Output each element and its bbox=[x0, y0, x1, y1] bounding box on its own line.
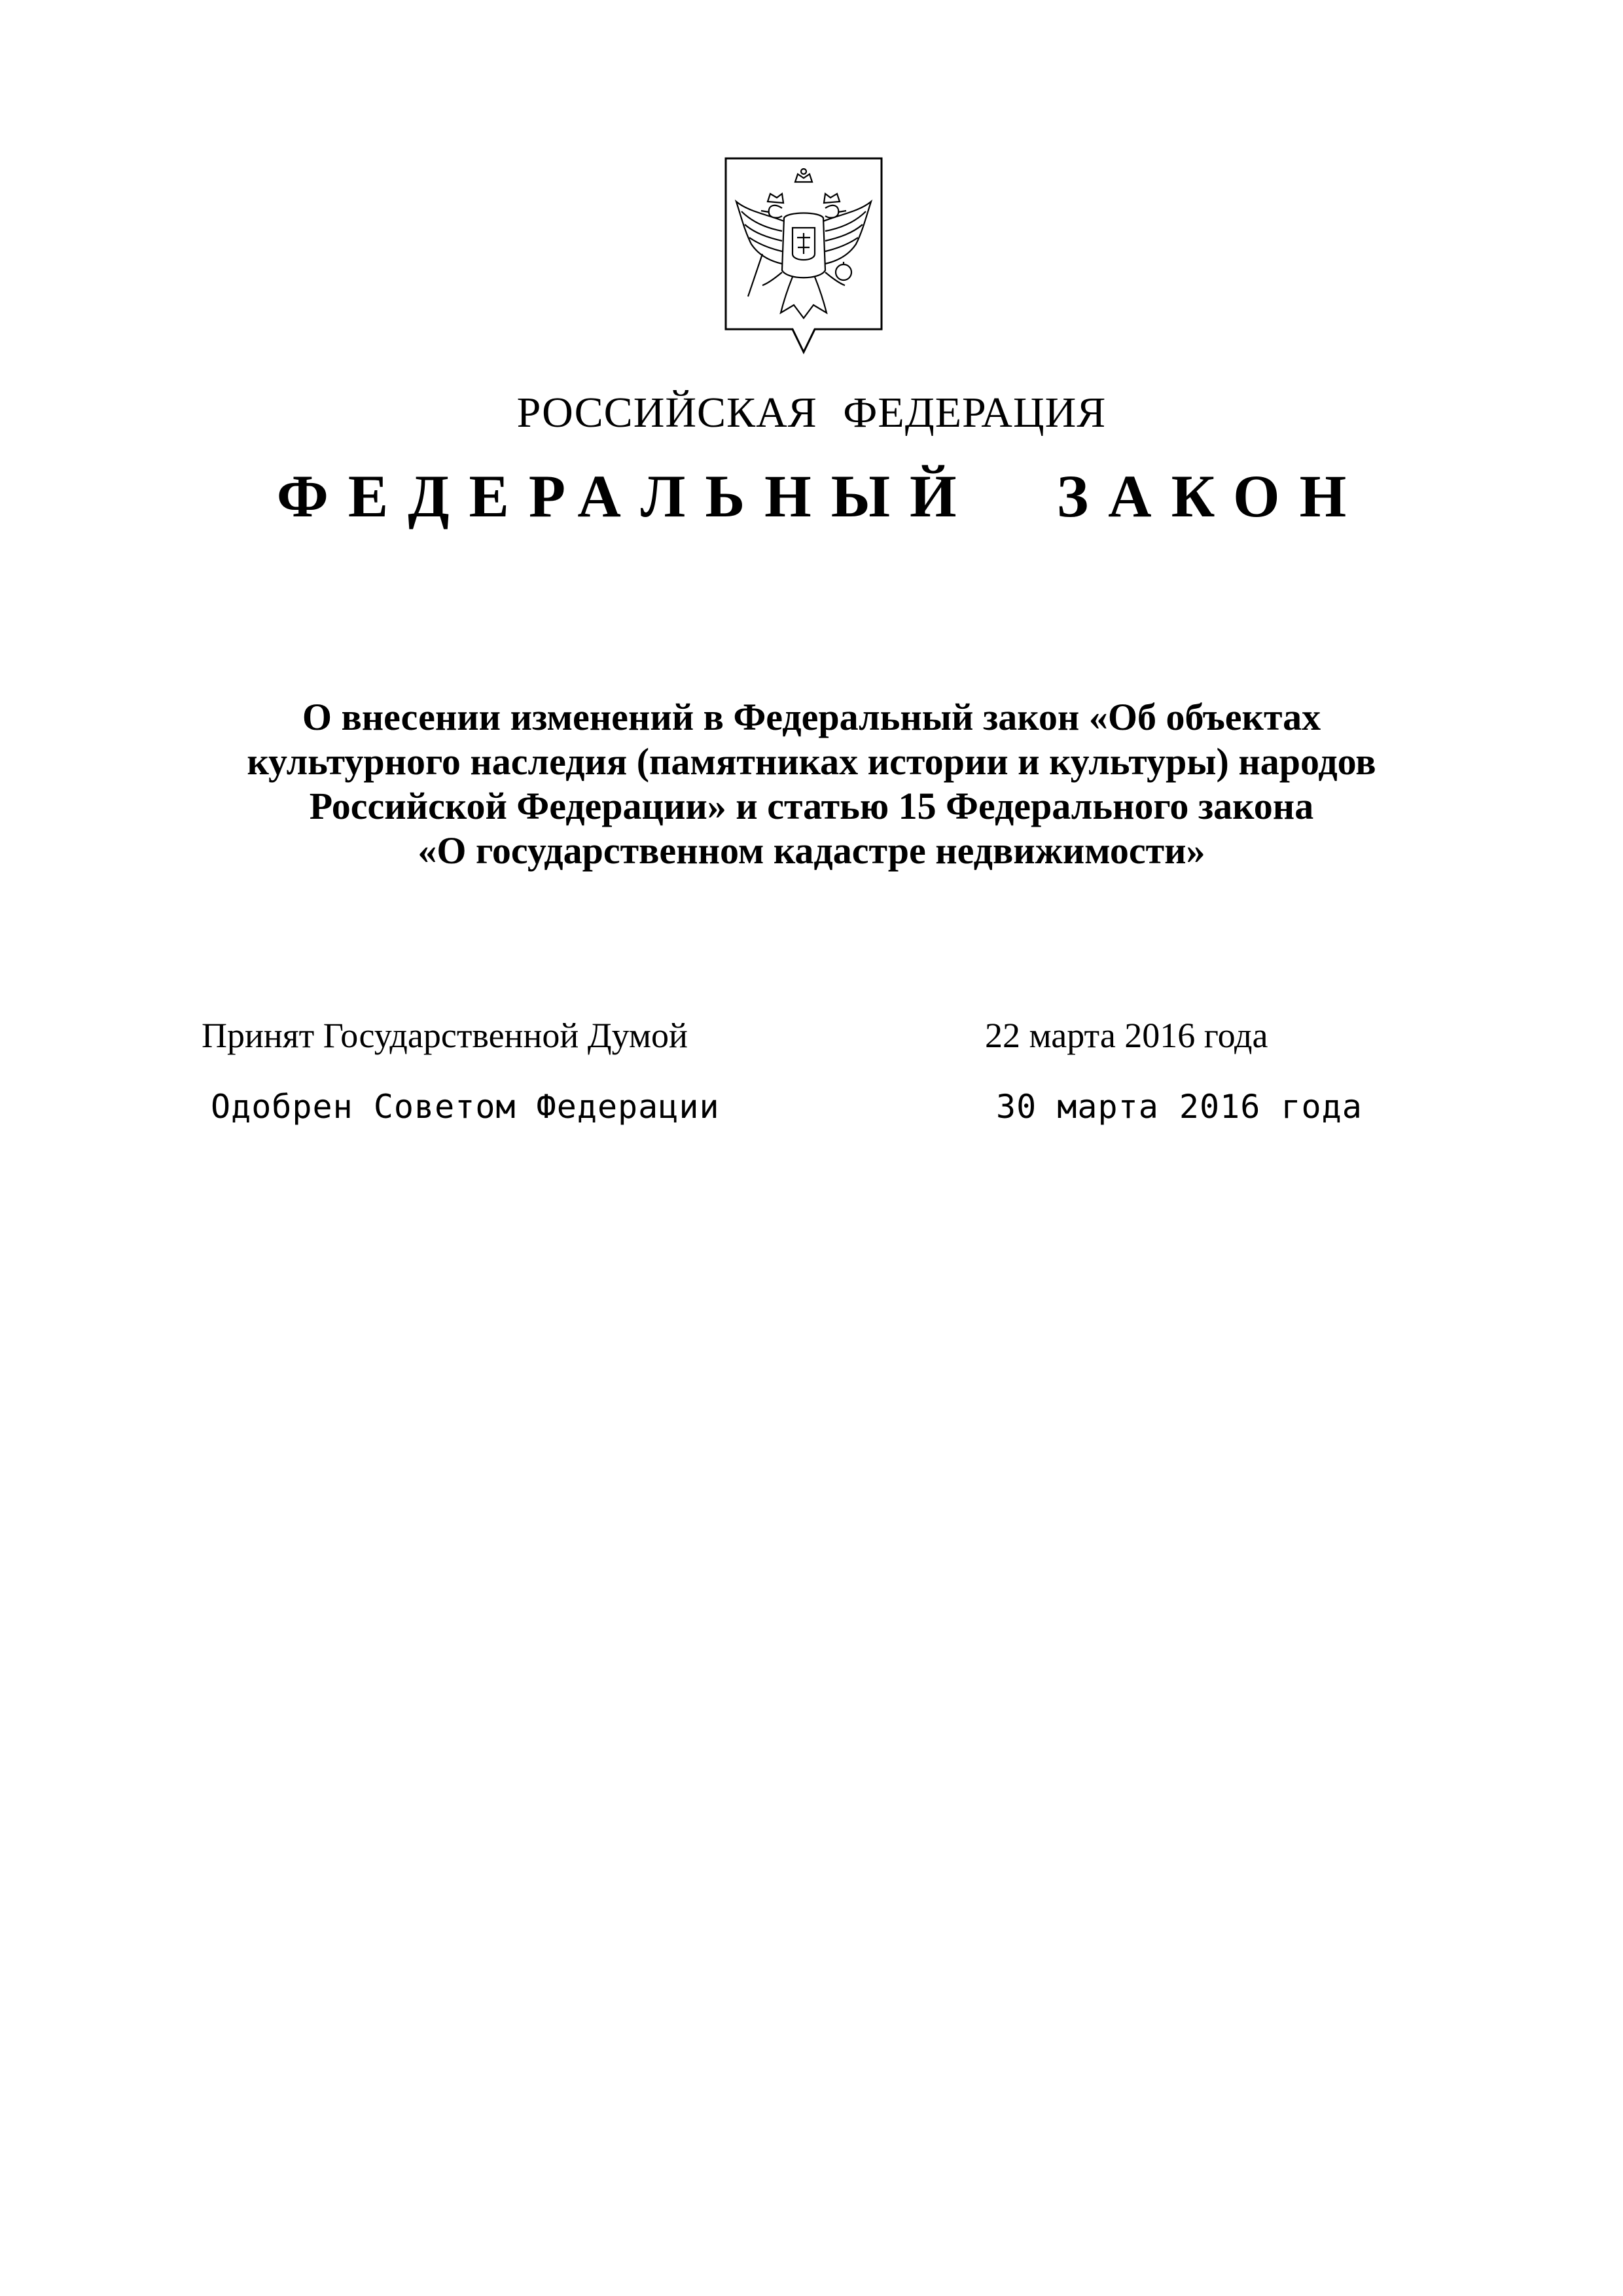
law-title-line: Российской Федерации» и статью 15 Федерального закона bbox=[309, 785, 1314, 827]
law-title bbox=[196, 695, 1427, 873]
law-title-line: «О государственном кадастре недвижимости» bbox=[418, 829, 1205, 872]
approved-label: Одобрен Советом Федерации bbox=[211, 1088, 720, 1126]
law-type-heading: ФЕДЕРАЛЬНЫЙ ЗАКОН bbox=[276, 463, 1366, 529]
approved-date: 30 марта 2016 года bbox=[996, 1088, 1363, 1126]
adopted-date: 22 марта 2016 года bbox=[985, 1016, 1268, 1055]
country-name: РОССИЙСКАЯ ФЕДЕРАЦИЯ bbox=[516, 389, 1107, 437]
law-title-line: культурного наследия (памятниках истории и культуры) народов bbox=[247, 740, 1376, 783]
adopted-label: Принят Государственной Думой bbox=[202, 1016, 688, 1055]
law-title-line: О внесении изменений в Федеральный закон «Об объектах bbox=[302, 696, 1321, 738]
coat-of-arms-icon bbox=[722, 156, 885, 355]
